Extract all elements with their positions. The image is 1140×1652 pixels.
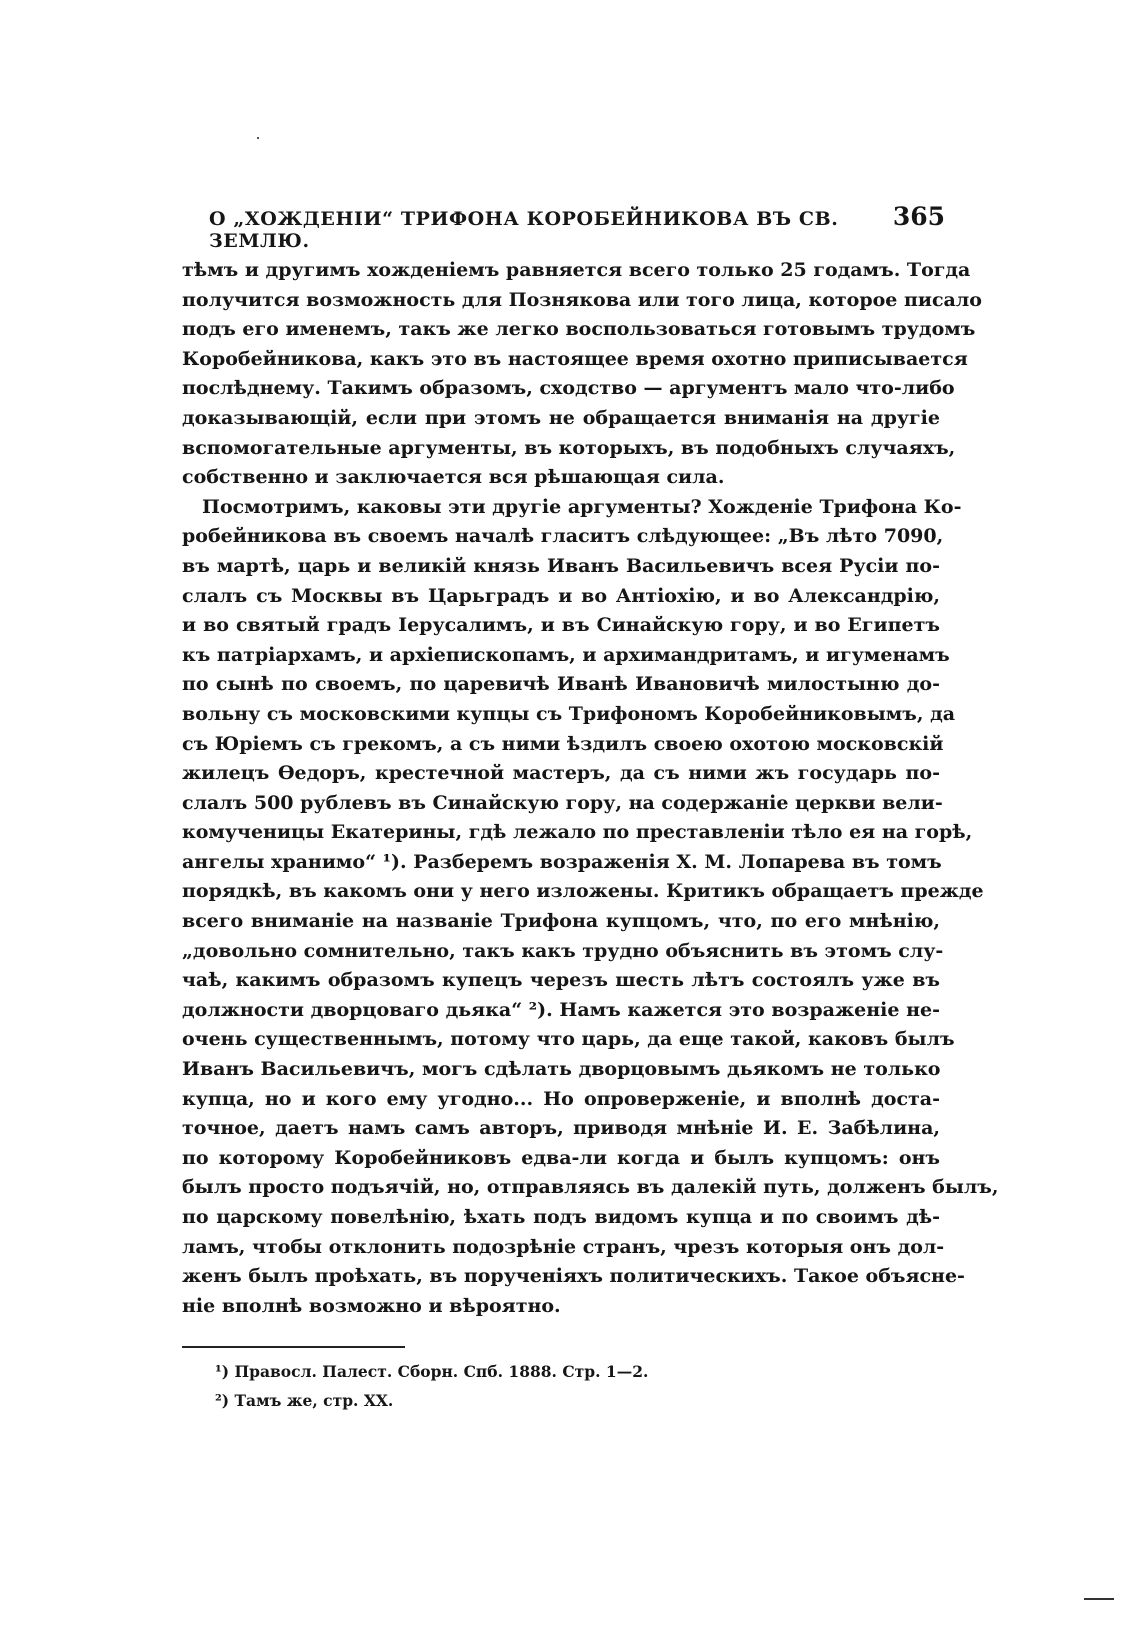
page-number: 365 <box>892 202 945 231</box>
text-line: слалъ съ Москвы въ Царьградъ и во Антіохію, и во Александрію, <box>182 584 940 607</box>
running-header <box>209 202 945 252</box>
text-line: ангелы хранимо“ ¹). Разберемъ возраженія Х. М. Лопарева въ томъ <box>182 850 942 873</box>
text-line: робейникова въ своемъ началѣ гласитъ слѣдующее: „Въ лѣто 7090, <box>182 525 944 548</box>
text-line: и во святый градъ Іерусалимъ, и въ Синайскую гору, и во Египетъ <box>182 614 940 637</box>
footnote-1: ¹) Правосл. Палест. Сборн. Спб. 1888. Стр. 1—2. <box>215 1362 649 1381</box>
text-line: послѣднему. Такимъ образомъ, сходство — аргументъ мало что-либо <box>182 377 955 400</box>
text-line: тѣмъ и другимъ хожденіемъ равняется всего только 25 годамъ. Тогда <box>182 259 971 281</box>
text-line: подъ его именемъ, такъ же легко воспользоваться готовымъ трудомъ <box>182 318 976 341</box>
text-line: чаѣ, какимъ образомъ купецъ черезъ шесть лѣтъ состоялъ уже въ <box>182 969 940 992</box>
text-line: съ Юріемъ съ грекомъ, а съ ними ѣздилъ своею охотою московскій <box>182 732 944 755</box>
text-line: слалъ 500 рублевъ въ Синайскую гору, на содержаніе церкви вели- <box>182 791 943 814</box>
text-line: точное, даетъ намъ самъ авторъ, приводя мнѣніе И. Е. Забѣлина, <box>182 1117 940 1140</box>
footnote-2: ²) Тамъ же, стр. XX. <box>215 1391 394 1410</box>
text-line: по сынѣ по своемъ, по царевичѣ Иванѣ Ивановичѣ милостыню до- <box>182 673 940 696</box>
footnotes <box>215 1357 815 1415</box>
text-line: былъ просто подъячій, но, отправляясь въ далекій путь, долженъ былъ, <box>182 1176 999 1199</box>
text-line: очень существеннымъ, потому что царь, да еще такой, каковъ былъ <box>182 1028 955 1051</box>
text-line: вспомогательные аргументы, въ которыхъ, въ подобныхъ случаяхъ, <box>182 436 956 459</box>
text-line: ніе вполнѣ возможно и вѣроятно. <box>182 1294 561 1317</box>
text-line: порядкѣ, въ какомъ они у него изложены. Критикъ обращаетъ прежде <box>182 880 984 903</box>
text-line: Иванъ Васильевичъ, могъ сдѣлать дворцовымъ дьякомъ не только <box>182 1058 941 1081</box>
running-title: О „ХОЖДЕНІИ“ ТРИФОНА КОРОБЕЙНИКОВА ВЪ СВ. ЗЕМЛЮ. <box>209 208 839 252</box>
text-line: ламъ, чтобы отклонить подозрѣніе странъ, чрезъ которыя онъ дол- <box>182 1235 945 1258</box>
text-line: Коробейникова, какъ это въ настоящее время охотно приписывается <box>182 347 968 370</box>
scan-speck <box>257 137 259 139</box>
text-line: Посмотримъ, каковы эти другіе аргументы? Хожденіе Трифона Ко- <box>202 495 962 518</box>
text-line: женъ былъ проѣхать, въ порученіяхъ политическихъ. Такое объясне- <box>182 1265 965 1288</box>
text-line: къ патріархамъ, и архіепископамъ, и архимандритамъ, и игуменамъ <box>182 643 950 666</box>
footnote-divider <box>182 1346 405 1348</box>
text-line: должности дворцоваго дьяка“ ²). Намъ кажется это возраженіе не- <box>182 998 940 1021</box>
scan-mark <box>1084 1598 1114 1600</box>
text-line: по царскому повелѣнію, ѣхать подъ видомъ купца и по своимъ дѣ- <box>182 1206 940 1228</box>
text-line: получится возможность для Познякова или того лица, которое писало <box>182 288 982 311</box>
text-line: по которому Коробейниковъ едва-ли когда и былъ купцомъ: онъ <box>182 1146 940 1169</box>
text-line: комученицы Екатерины, гдѣ лежало по преставленіи тѣло ея на горѣ, <box>182 821 973 844</box>
text-line: доказывающій, если при этомъ не обращается вниманія на другіе <box>182 406 940 429</box>
text-line: купца, но и кого ему угодно... Но опроверженіе, и вполнѣ доста- <box>182 1087 940 1110</box>
text-line: вольну съ московскими купцы съ Трифономъ Коробейниковымъ, да <box>182 702 956 725</box>
main-text <box>182 256 999 1321</box>
text-line: собственно и заключается вся рѣшающая сила. <box>182 466 725 489</box>
text-line: жилецъ Ѳедоръ, крестечной мастеръ, да съ ними жъ государь по- <box>182 762 940 785</box>
text-line: всего вниманіе на названіе Трифона купцомъ, что, по его мнѣнію, <box>182 910 940 933</box>
text-line: „довольно сомнительно, такъ какъ трудно объяснить въ этомъ слу- <box>182 939 944 962</box>
text-line: въ мартѣ, царь и великій князь Иванъ Васильевичъ всея Русіи по- <box>182 554 940 577</box>
